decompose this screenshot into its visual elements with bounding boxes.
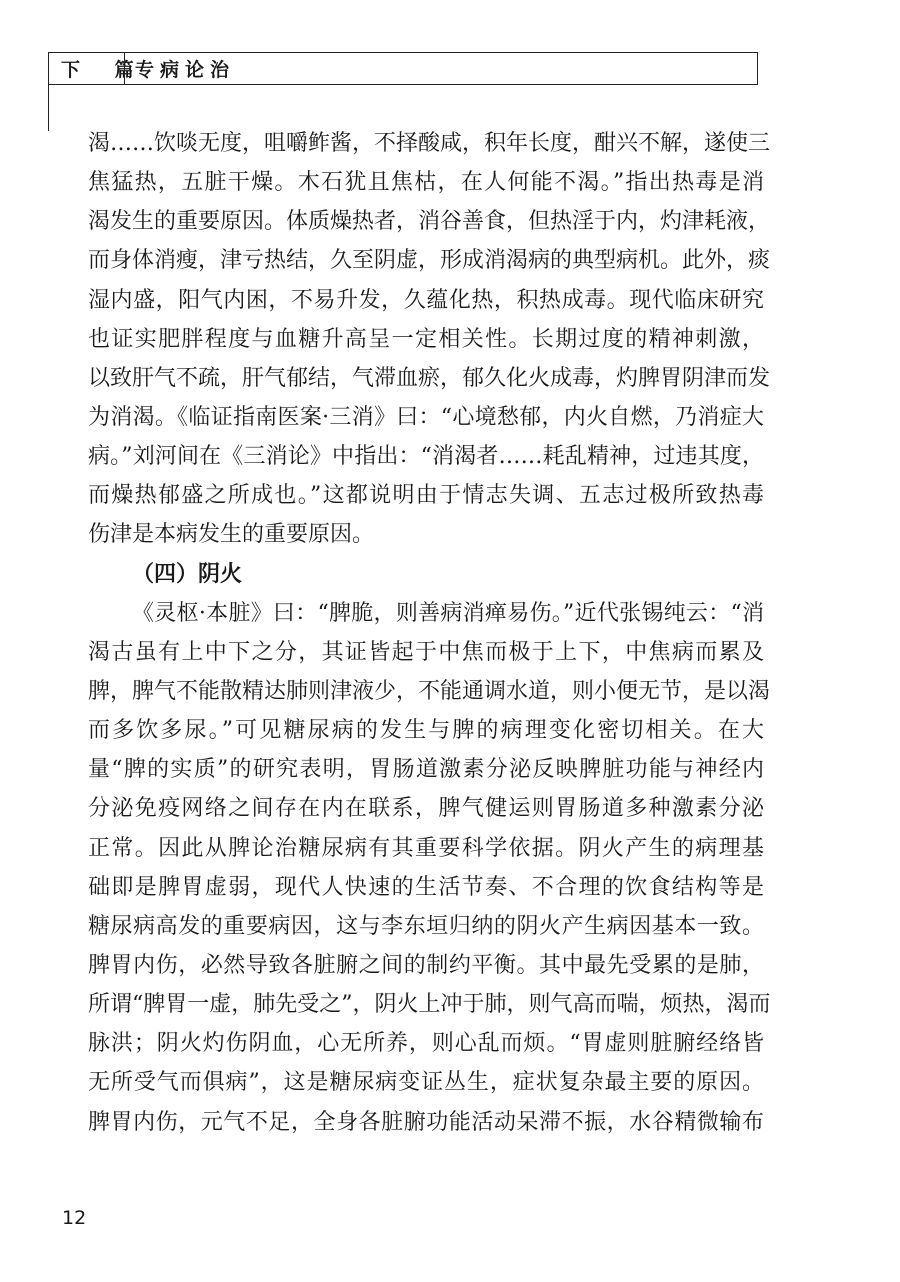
page-number: 12 [62,1207,87,1229]
header-chapter-title: 专病论治 [135,59,236,81]
text-line: 而身体消瘦，津亏热结，久至阴虚，形成消渴病的典型病机。此外，痰 [88,248,771,274]
text-line: 焦猛热，五脏干燥。木石犹且焦枯，在人何能不渴。”指出热毒是消 [88,170,764,196]
text-line: 脾，脾气不能散精达肺则津液少，不能通调水道，则小便无节，是以渴 [88,678,771,704]
text-line: 以致肝气不疏，肝气郁结，气滞血瘀，郁久化火成毒，灼脾胃阴津而发 [88,365,771,391]
text-line: 为消渴。《临证指南医案·三消》曰：“心境愁郁，内火自燃，乃消症大 [88,404,764,430]
text-line: 《灵枢·本脏》曰：“脾脆，则善病消瘅易伤。”近代张锡纯云：“消 [132,600,764,626]
section-heading: （四）阴火 [132,561,243,587]
paragraph-1 [88,124,771,555]
text-line: 量“脾的实质”的研究表明，胃肠道激素分泌反映脾脏功能与神经内 [88,757,764,783]
text-line: 无所受气而俱病”，这是糖尿病变证丛生，症状复杂最主要的原因。 [88,1070,764,1096]
text-line: 础即是脾胃虚弱，现代人快速的生活节奏、不合理的饮食结构等是 [88,874,764,900]
header-part-label: 下 篇 [49,53,125,84]
text-line: 渴古虽有上中下之分，其证皆起于中焦而极于上下，中焦病而累及 [88,639,764,665]
text-line: 病。”刘河间在《三消论》中指出：“消渴者……耗乱精神，过违其度， [88,444,764,470]
body-text [88,124,771,1142]
text-line: 渴……饮啖无度，咀嚼鲊酱，不择酸咸，积年长度，酣兴不解，遂使三 [88,131,771,156]
text-line: 而燥热郁盛之所成也。”这都说明由于情志失调、五志过极所致热毒 [88,483,764,509]
text-line: 分泌免疫网络之间存在内在联系，脾气健运则胃肠道多种激素分泌 [88,796,764,822]
text-line: 正常。因此从脾论治糖尿病有其重要科学依据。阴火产生的病理基 [88,835,764,861]
text-line: 糖尿病高发的重要病因，这与李东垣归纳的阴火产生病因基本一致。 [88,913,764,939]
text-line: 脾胃内伤，必然导致各脏腑之间的制约平衡。其中最先受累的是肺， [88,952,764,978]
text-line: 渴发生的重要原因。体质燥热者，消谷善食，但热淫于内，灼津耗液， [88,209,771,235]
paragraph-2 [88,594,771,1142]
header-side-rule [48,84,49,131]
text-line: 脾胃内伤，元气不足，全身各脏腑功能活动呆滞不振，水谷精微输布 [88,1109,764,1135]
text-line: 湿内盛，阳气内困，不易升发，久蕴化热，积热成毒。现代临床研究 [88,287,764,313]
text-line: 脉洪；阴火灼伤阴血，心无所养，则心乱而烦。“胃虚则脏腑经络皆 [88,1031,764,1057]
text-line: 伤津是本病发生的重要原因。 [88,522,375,548]
running-header [48,52,758,85]
text-line: 也证实肥胖程度与血糖升高呈一定相关性。长期过度的精神刺激， [88,326,764,352]
text-line: 所谓“脾胃一虚，肺先受之”，阴火上冲于肺，则气高而喘，烦热，渴而 [88,992,771,1018]
text-line: 而多饮多尿。”可见糖尿病的发生与脾的病理变化密切相关。在大 [88,718,764,744]
